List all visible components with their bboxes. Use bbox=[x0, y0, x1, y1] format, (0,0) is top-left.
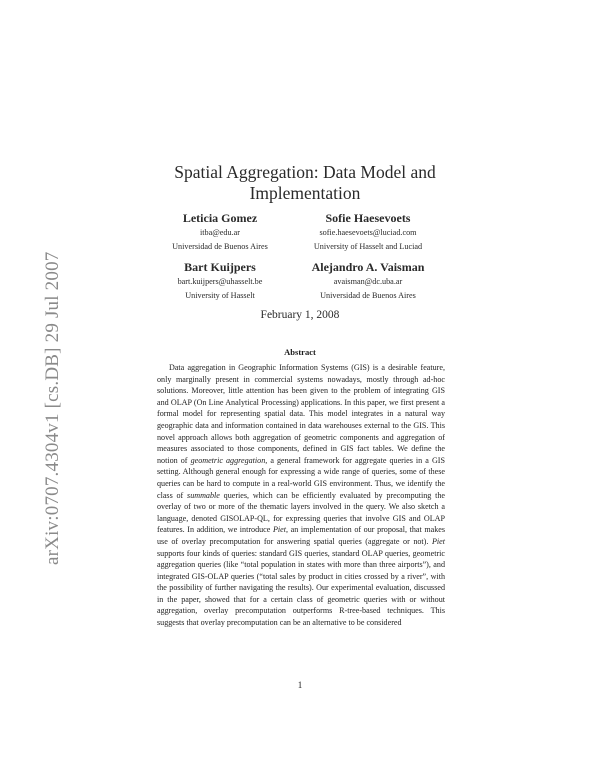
author-name: Alejandro A. Vaisman bbox=[311, 260, 425, 274]
author-affiliation: Universidad de Buenos Aires bbox=[172, 242, 268, 251]
author-block-4 bbox=[293, 259, 443, 303]
title-line-1: Spatial Aggregation: Data Model and bbox=[174, 162, 436, 182]
abstract-body bbox=[157, 362, 445, 629]
abstract-term-piet: Piet bbox=[272, 525, 287, 535]
author-affiliation: Universidad de Buenos Aires bbox=[320, 291, 416, 300]
abstract-term-piet-2: Piet bbox=[431, 536, 445, 546]
abstract-text-2: , a general framework for aggregate queries in a GIS setting. Although general enough for expressing a wide range of queries, some of these queries can be hard to compute in a real-world GIS environment. Thus, we identify the class of bbox=[157, 455, 445, 500]
author-block-3 bbox=[145, 259, 295, 303]
author-name: Sofie Haesevoets bbox=[325, 211, 411, 225]
author-block-1 bbox=[145, 210, 295, 254]
abstract-text-4: , an implementation of our proposal, that makes use of overlay precomputation for answering spatial queries (aggregate or not). bbox=[157, 525, 445, 546]
abstract-term-summable: summable bbox=[187, 490, 220, 500]
page-number: 1 bbox=[297, 680, 303, 690]
author-affiliation: University of Hasselt and Luciad bbox=[313, 242, 423, 251]
author-email: itba@edu.ar bbox=[199, 228, 241, 237]
abstract-text-3: queries, which can be efficiently evaluated by precomputing the overlay of two or more of the thematic layers involved in the query. We also sketch a language, denoted GISOLAP-QL, for expressing queries that involve GIS and OLAP features. In addition, we introduce bbox=[157, 490, 445, 535]
abstract-term-geometric-aggregation: geometric aggregation bbox=[190, 455, 266, 465]
arxiv-stamp bbox=[20, 205, 63, 565]
author-email: avaisman@dc.uba.ar bbox=[333, 277, 403, 286]
abstract-heading: Abstract bbox=[284, 347, 316, 357]
title-line-2: Implementation bbox=[249, 183, 361, 203]
author-email: sofie.haesevoets@luciad.com bbox=[319, 228, 417, 237]
arxiv-stamp-text: arXiv:0707.4304v1 [cs.DB] 29 Jul 2007 bbox=[42, 251, 63, 565]
author-email: bart.kuijpers@uhasselt.be bbox=[177, 277, 263, 286]
author-name: Leticia Gomez bbox=[182, 211, 258, 225]
author-block-2 bbox=[293, 210, 443, 254]
author-name: Bart Kuijpers bbox=[184, 260, 256, 274]
paper-title bbox=[130, 162, 480, 204]
abstract-text-5: supports four kinds of queries: standard GIS queries, standard OLAP queries, geometric aggregation queries (like “total population in states with more than three airports”), and integrated GIS-OLAP queries (“total sales by product in cities crossed by a river”, with the possibility of further navigating the results). Our experimental evaluation, discussed in the paper, showed that for a certain class of geometric queries with or without aggregation, overlay precomputation outperforms R-tree-based techniques. This suggests that overlay precomputation can be an alternative to be considered bbox=[157, 548, 445, 628]
author-affiliation: University of Hasselt bbox=[185, 291, 255, 300]
abstract-text-1: Data aggregation in Geographic Information Systems (GIS) is a desirable feature, only marginally present in commercial systems nowadays, mostly through ad-hoc solutions. Moreover, little attention has been given to the problem of integrating GIS and OLAP (On Line Analytical Processing) applications. In this paper, we first present a formal model for representing spatial data. This model integrates in a natural way geographic data and information contained in data warehouses external to the GIS. This novel approach allows both aggregation of geometric components and aggregation of measures associated to those components, defined in GIS fact tables. We define the notion of bbox=[157, 363, 445, 465]
publication-date: February 1, 2008 bbox=[260, 309, 340, 321]
